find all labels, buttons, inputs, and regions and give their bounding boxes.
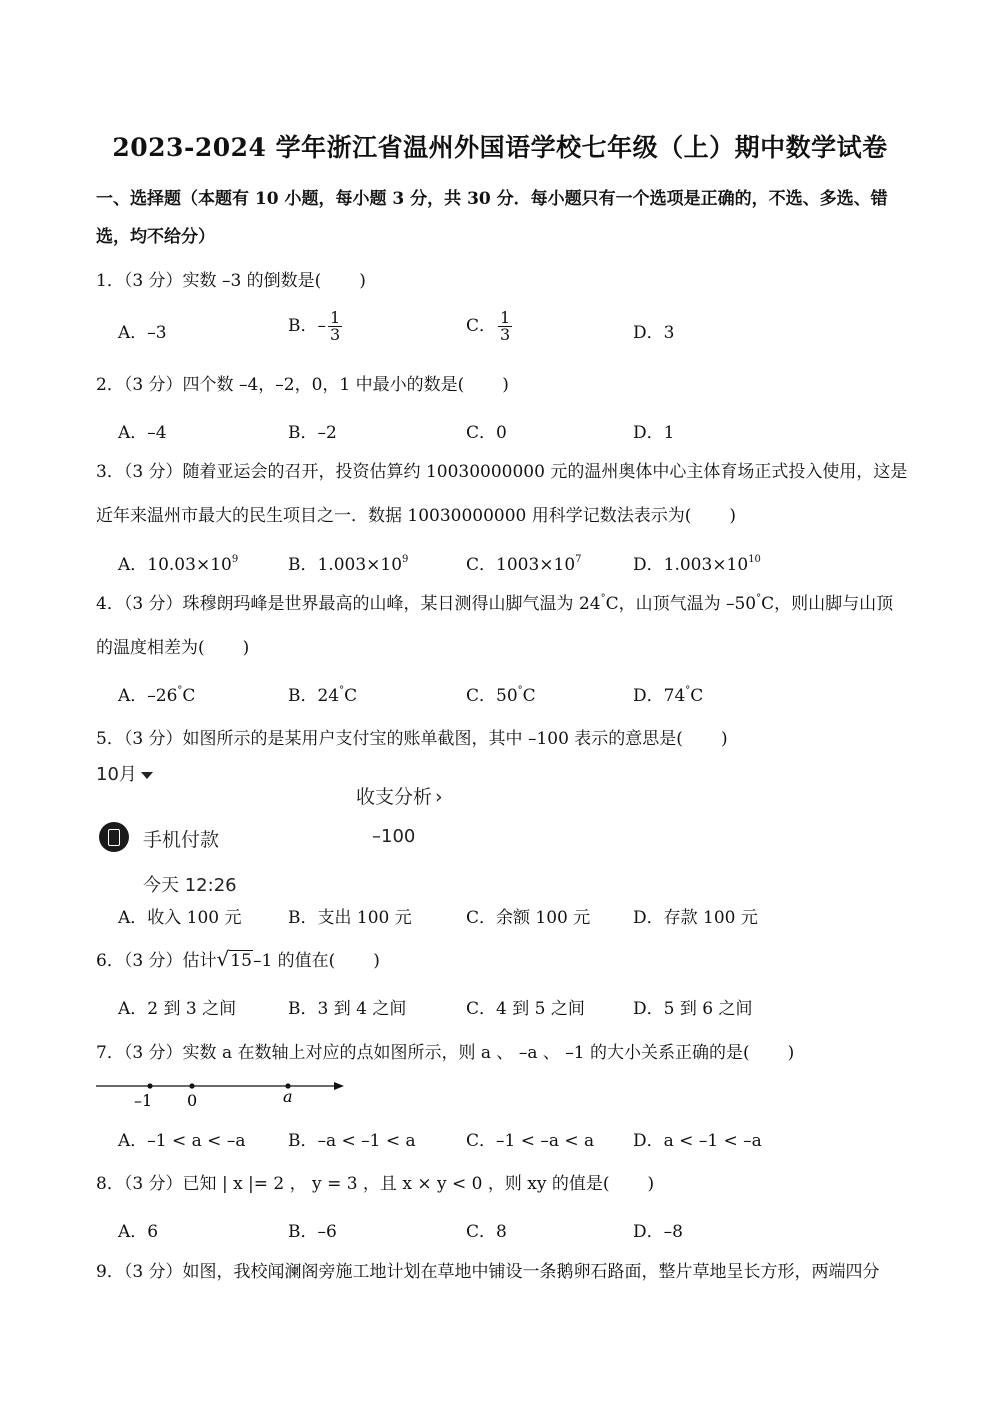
- q4-d-degree: °: [685, 685, 691, 696]
- q3-c-exponent: 7: [575, 554, 582, 565]
- q5-option-c: C．余额 100 元: [466, 908, 591, 928]
- q4-a-value: A．–26: [118, 686, 178, 706]
- q4-d-value: D．74: [633, 686, 686, 706]
- question-1-stem: 1．（3 分）实数 –3 的倒数是(: [96, 271, 322, 291]
- q3-a-text: A．10.03×10: [118, 555, 232, 575]
- question-6-stem-a: 6．（3 分）估计: [96, 951, 217, 971]
- question-2-close: ): [502, 375, 509, 395]
- question-9: 9．（3 分）如图，我校闻澜阁旁施工地计划在草地中铺设一条鹅卵石路面，整片草地呈长方形，两端四分: [96, 1262, 880, 1282]
- bill-month-selector: [96, 760, 153, 786]
- q4-line1c: C，则山脚与山顶: [761, 594, 894, 614]
- q4-c-value: C．50: [466, 686, 518, 706]
- q1-b-numerator: 1: [330, 308, 341, 327]
- question-3-line2: [96, 501, 736, 526]
- q3-a-exponent: 9: [231, 554, 239, 565]
- q8-option-b: B．–6: [288, 1222, 337, 1242]
- q1-option-b-prefix: B．–: [288, 316, 326, 336]
- question-3-close: ): [729, 506, 737, 526]
- q4-c-degree: °: [517, 685, 523, 696]
- question-1-close: ): [359, 271, 366, 291]
- q4-line1b: C，山顶气温为 –50: [605, 594, 757, 614]
- q5-option-a: A．收入 100 元: [118, 908, 242, 928]
- chevron-right-icon: ›: [435, 786, 443, 808]
- q6-option-b: B．3 到 4 之间: [288, 999, 407, 1019]
- arrow-right-icon: [334, 1082, 344, 1090]
- q4-b-degree: °: [339, 685, 345, 696]
- q2-option-a: A．–4: [118, 423, 167, 443]
- point-minus-one: [147, 1083, 152, 1088]
- q3-option-b: [288, 550, 408, 575]
- question-8: [96, 1169, 654, 1194]
- q3-b-text: B．1.003×10: [288, 555, 403, 575]
- bill-amount: –100: [372, 826, 416, 847]
- question-2-stem: 2．（3 分）四个数 –4，–2，0，1 中最小的数是(: [96, 375, 465, 395]
- q5-option-b: B．支出 100 元: [288, 908, 412, 928]
- bill-time: 今天 12:26: [143, 875, 237, 896]
- q6-option-d: D．5 到 6 之间: [633, 999, 753, 1019]
- question-1: [96, 266, 366, 291]
- question-2: [96, 370, 509, 395]
- q1-c-denominator: 3: [500, 325, 511, 344]
- q4-degree-2: °: [756, 593, 762, 604]
- q4-option-d: [633, 681, 703, 706]
- q6-option-c: C．4 到 5 之间: [466, 999, 585, 1019]
- exam-title: 2023-2024 学年浙江省温州外国语学校七年级（上）期中数学试卷: [112, 133, 888, 162]
- q4-a-unit: C: [182, 686, 196, 706]
- bill-month: 10月: [96, 764, 137, 785]
- q8-option-a: A．6: [118, 1222, 159, 1242]
- question-5-stem: 5．（3 分）如图所示的是某用户支付宝的账单截图，其中 –100 表示的意思是(: [96, 729, 683, 749]
- question-4-line2: [96, 633, 249, 658]
- q4-option-c: [466, 681, 536, 706]
- q4-line1a: 4．（3 分）珠穆朗玛峰是世界最高的山峰，某日测得山脚气温为 24: [96, 594, 601, 614]
- q2-option-d: D．1: [633, 423, 675, 443]
- q8-option-c: C．8: [466, 1222, 507, 1242]
- q1-c-numerator: 1: [500, 308, 511, 327]
- q4-a-degree: °: [177, 685, 183, 696]
- q8-option-d: D．–8: [633, 1222, 683, 1242]
- q3-d-text: D．1.003×10: [633, 555, 749, 575]
- question-5-close: ): [720, 729, 728, 749]
- q1-option-b-fraction: [328, 310, 342, 343]
- q6-radicand: 15: [230, 951, 252, 971]
- question-4-close: ): [242, 638, 250, 658]
- q1-option-b: [288, 310, 342, 343]
- q6-square-root: [217, 947, 253, 971]
- question-3-stem: 近年来温州市最大的民生项目之一．数据 10030000000 用科学记数法表示为(: [96, 506, 692, 526]
- question-7: [96, 1038, 794, 1063]
- q4-option-b: [288, 681, 357, 706]
- point-zero: [189, 1083, 194, 1088]
- q3-d-exponent: 10: [748, 554, 761, 565]
- question-5: [96, 724, 728, 749]
- number-line-figure: [94, 1076, 354, 1112]
- question-3-line1: 3．（3 分）随着亚运会的召开，投资估算约 10030000000 元的温州奥体中心主体育场正式投入使用，这是: [96, 462, 908, 482]
- question-6-stem-b: –1 的值在(: [252, 951, 336, 971]
- q4-b-unit: C: [344, 686, 358, 706]
- question-4-line1: [96, 589, 893, 614]
- q1-b-denominator: 3: [330, 325, 341, 344]
- bill-pay-label: 手机付款: [143, 829, 220, 851]
- question-8-close: ): [647, 1174, 655, 1194]
- q1-option-c-fraction: [498, 310, 512, 343]
- q1-option-c-prefix: C．: [466, 316, 497, 336]
- q4-option-a: [118, 681, 195, 706]
- q4-degree-1: °: [600, 593, 606, 604]
- q3-option-c: [466, 550, 582, 575]
- bill-analysis-label: 收支分析: [356, 786, 433, 808]
- axis-label-zero: 0: [187, 1091, 198, 1110]
- question-8-stem: 8．（3 分）已知 | x |= 2 ， y = 3 ，且 x × y < 0 ，则 xy 的值是(: [96, 1174, 610, 1194]
- q6-option-a: A．2 到 3 之间: [118, 999, 237, 1019]
- q1-option-a: A．–3: [118, 323, 167, 343]
- question-7-close: ): [787, 1043, 795, 1063]
- radical-sign-icon: √: [216, 947, 230, 971]
- q1-option-d: D．3: [633, 323, 675, 343]
- q3-option-a: [118, 550, 238, 575]
- q3-c-text: C．1003×10: [466, 555, 576, 575]
- question-6: [96, 946, 380, 971]
- question-7-stem: 7．（3 分）实数 a 在数轴上对应的点如图所示，则 a 、 –a 、 –1 的大小关系正确的是(: [96, 1043, 750, 1063]
- section-heading: 一、选择题（本题有 10 小题，每小题 3 分，共 30 分．每小题只有一个选项是正确的，不选、多选、错选，均不给分）: [96, 189, 888, 247]
- question-4-stem: 的温度相差为(: [96, 638, 205, 658]
- axis-label-a: a: [283, 1087, 293, 1106]
- caret-down-icon: [141, 772, 153, 779]
- axis-label-minus-one: –1: [134, 1091, 153, 1110]
- q1-option-c: [466, 310, 512, 343]
- q4-c-unit: C: [522, 686, 536, 706]
- phone-icon: [99, 822, 129, 852]
- q7-option-a: A．–1 < a < –a: [118, 1131, 246, 1151]
- q4-d-unit: C: [690, 686, 704, 706]
- q3-b-exponent: 9: [402, 554, 409, 565]
- q2-option-b: B．–2: [288, 423, 337, 443]
- q7-option-d: D．a < –1 < –a: [633, 1131, 762, 1151]
- q7-option-c: C．–1 < –a < a: [466, 1131, 595, 1151]
- bill-analysis-link: [356, 782, 443, 809]
- q5-option-d: D．存款 100 元: [633, 908, 758, 928]
- q3-option-d: [633, 550, 761, 575]
- q4-b-value: B．24: [288, 686, 340, 706]
- question-6-close: ): [373, 951, 380, 971]
- q7-option-b: B．–a < –1 < a: [288, 1131, 416, 1151]
- q2-option-c: C．0: [466, 423, 507, 443]
